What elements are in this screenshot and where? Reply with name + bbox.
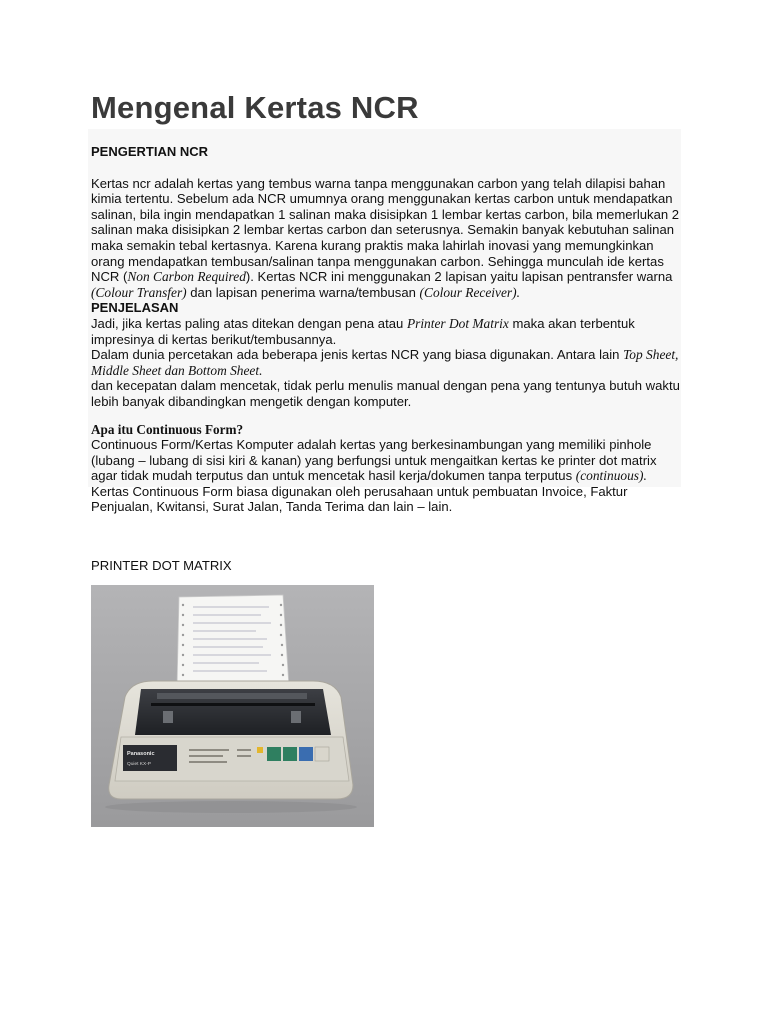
continuous-paragraph-1: [91, 437, 681, 484]
penjelasan-heading: PENJELASAN: [91, 300, 179, 316]
term-colour-transfer: (Colour Transfer): [91, 284, 187, 300]
penjelasan-text-2: maka akan terbentuk impresinya di kertas berikut/tembusannya.: [91, 315, 635, 347]
printer-model-text: Quiet KX-P: [127, 762, 151, 767]
dot-matrix-printer-image: [91, 585, 374, 827]
page-title: Mengenal Kertas NCR: [91, 90, 419, 125]
printer-section-label: PRINTER DOT MATRIX: [91, 558, 232, 573]
printer-brand-text: Panasonic: [127, 751, 155, 757]
pengertian-text-3: dan lapisan penerima warna/tembusan: [186, 284, 420, 300]
penjelasan-paragraph-2: [91, 347, 681, 378]
pengertian-text: Kertas ncr adalah kertas yang tembus warna tanpa menggunakan carbon yang telah dilapisi bahan kimia tertentu. Sebelum ada NCR umumnya orang menggunakan kertas carbon untuk mendapatkan salinan, bila ingin mendapatkan 1 salinan maka disisipkan 1 lembar kertas carbon, bila memerlukan 2 salinan maka disisipkan 2 lembar kertas carbon dan seterusnya. Semakin banyak kebutuhan salinan maka semakin tebal kertasnya. Karena kurang praktis maka lahirlah inovasi yang memungkinkan orang mendapatkan tembusan/salinan tanpa menggunakan carbon. Sehingga munculah ide kertas NCR (: [91, 175, 680, 285]
term-printer-dot-matrix: Printer Dot Matrix: [406, 315, 509, 331]
term-sheet-types: Top Sheet, Middle Sheet dan Bottom Sheet.: [91, 347, 679, 378]
term-continuous: (continuous).: [575, 468, 647, 484]
pengertian-section: [91, 144, 681, 515]
printer-photo: [91, 585, 374, 827]
term-colour-receiver: (Colour Receiver).: [419, 284, 520, 300]
penjelasan-text-3: Dalam dunia percetakan ada beberapa jenis kertas NCR yang biasa digunakan. Antara lain: [91, 347, 624, 363]
pengertian-heading: PENGERTIAN NCR: [91, 144, 209, 159]
continuous-paragraph-2: Kertas Continuous Form biasa digunakan oleh perusahaan untuk pembuatan Invoice, Faktur Penjualan, Kwitansi, Surat Jalan, Tanda Terima dan lain – lain.: [91, 483, 628, 515]
penjelasan-paragraph-3: dan kecepatan dalam mencetak, tidak perlu menulis manual dengan pena yang tentunya butuh waktu lebih banyak dibandingkan mengetik dengan komputer.: [91, 378, 680, 409]
penjelasan-text: Jadi, jika kertas paling atas ditekan dengan pena atau: [91, 315, 407, 331]
pengertian-text-2: ). Kertas NCR ini menggunakan 2 lapisan yaitu lapisan pentransfer warna: [245, 269, 673, 285]
pengertian-paragraph: [91, 176, 681, 301]
continuous-form-heading: Apa itu Continuous Form?: [91, 421, 244, 437]
continuous-text: Continuous Form/Kertas Komputer adalah kertas yang berkesinambungan yang memiliki pinhole (lubang – lubang di sisi kiri & kanan) yang berfungsi untuk mengaitkan kertas ke printer dot matrix agar tidak mudah terputus dan untuk mencetak hasil kerja/dokumen tanpa terputus: [91, 437, 657, 484]
term-non-carbon-required: Non Carbon Required: [127, 269, 246, 285]
penjelasan-paragraph-1: [91, 316, 681, 347]
